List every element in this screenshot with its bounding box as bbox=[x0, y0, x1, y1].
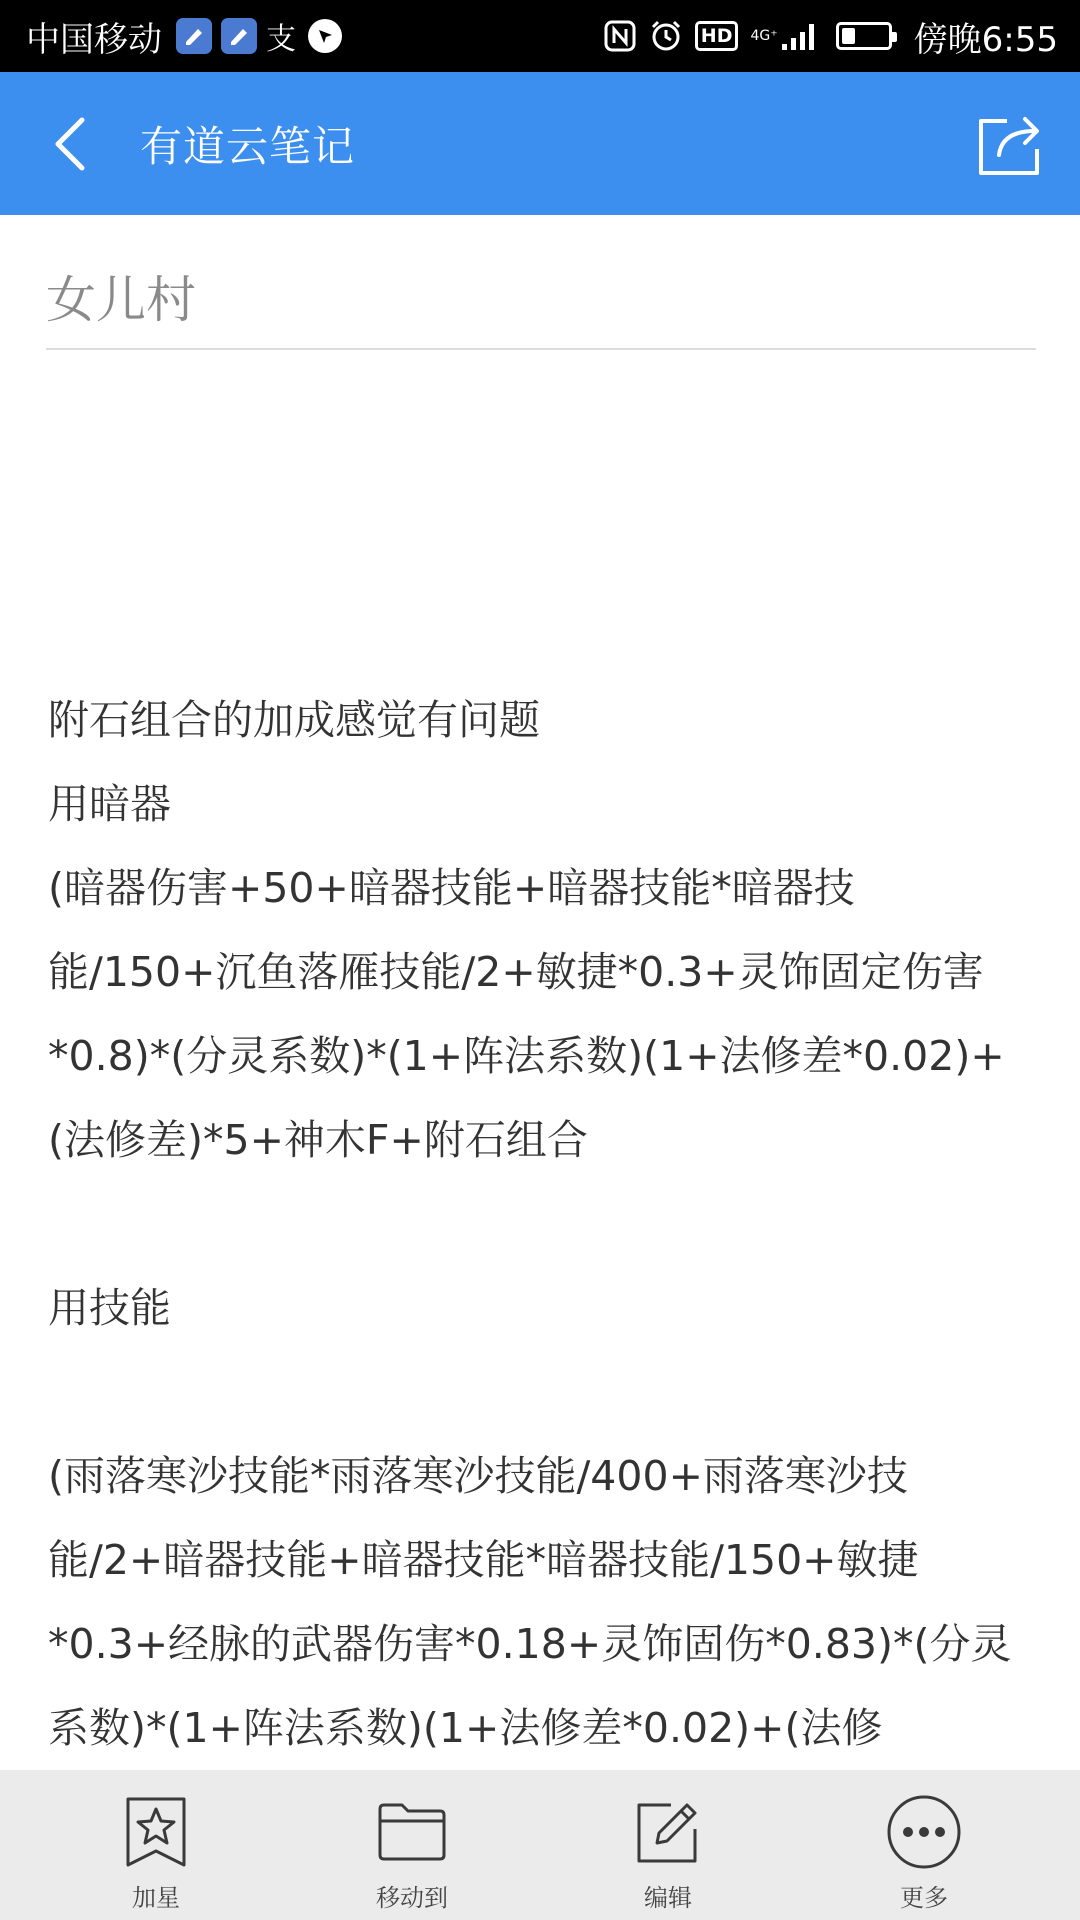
battery-level bbox=[842, 28, 855, 44]
note-line: (暗器伤害+50+暗器技能+暗器技能*暗器技 bbox=[48, 864, 855, 912]
edit-icon bbox=[626, 1790, 710, 1874]
note-line: (雨落寒沙技能*雨落寒沙技能/400+雨落寒沙技 bbox=[48, 1452, 908, 1500]
chevron-left-icon bbox=[48, 114, 92, 174]
navigation-icon bbox=[308, 19, 342, 53]
note-line: 用暗器 bbox=[48, 780, 171, 828]
more-label: 更多 bbox=[900, 1884, 948, 1912]
note-line bbox=[48, 594, 1048, 678]
note-line bbox=[48, 510, 1048, 594]
notes-app-icon-2 bbox=[221, 18, 257, 54]
app-bar bbox=[0, 72, 1080, 215]
move-to-button[interactable] bbox=[302, 1770, 522, 1920]
more-button[interactable] bbox=[814, 1770, 1034, 1920]
note-line: (法修差)*5+神木F+附石组合 bbox=[48, 1116, 588, 1164]
note-line: 能/2+暗器技能+暗器技能*暗器技能/150+敏捷 bbox=[48, 1536, 919, 1584]
star-label: 加星 bbox=[132, 1884, 180, 1912]
note-line: 系数)*(1+阵法系数)(1+法修差*0.02)+(法修 bbox=[48, 1704, 883, 1752]
alarm-icon bbox=[649, 19, 683, 53]
carrier-name: 中国移动 bbox=[26, 19, 162, 60]
folder-icon bbox=[370, 1790, 454, 1874]
more-icon bbox=[882, 1790, 966, 1874]
note-line bbox=[48, 1350, 1048, 1434]
signal-icon bbox=[750, 20, 819, 52]
share-icon bbox=[975, 111, 1045, 177]
note-line bbox=[48, 1182, 1048, 1266]
status-bar bbox=[0, 0, 1080, 72]
back-button[interactable] bbox=[0, 72, 140, 215]
battery-icon bbox=[836, 22, 892, 50]
clock: 傍晚6:55 bbox=[913, 19, 1058, 60]
status-right bbox=[591, 12, 1058, 61]
edit-label: 编辑 bbox=[644, 1884, 692, 1912]
status-left bbox=[26, 12, 342, 61]
hd-label: HD bbox=[695, 21, 739, 51]
move-to-label: 移动到 bbox=[376, 1884, 448, 1912]
share-button[interactable] bbox=[960, 94, 1060, 194]
notes-app-icon bbox=[176, 18, 212, 54]
network-type: 4G⁺ bbox=[750, 28, 778, 44]
note-line: 用技能 bbox=[48, 1284, 171, 1332]
title-divider bbox=[46, 348, 1036, 350]
alipay-icon: 支 bbox=[266, 22, 296, 57]
note-line: 附石组合的加成感觉有问题 bbox=[48, 696, 540, 744]
note-title: 女儿村 bbox=[46, 271, 196, 329]
note-line: *0.8)*(分灵系数)*(1+阵法系数)(1+法修差*0.02)+ bbox=[48, 1032, 1005, 1080]
note-line: 能/150+沉鱼落雁技能/2+敏捷*0.3+灵饰固定伤害 bbox=[48, 948, 984, 996]
note-line: *0.3+经脉的武器伤害*0.18+灵饰固伤*0.83)*(分灵 bbox=[48, 1620, 1012, 1668]
star-icon bbox=[114, 1790, 198, 1874]
edit-button[interactable] bbox=[558, 1770, 778, 1920]
star-button[interactable] bbox=[46, 1770, 266, 1920]
note-body[interactable] bbox=[48, 510, 1048, 1854]
bottom-toolbar bbox=[0, 1770, 1080, 1920]
nfc-icon bbox=[603, 19, 637, 53]
hd-icon bbox=[695, 21, 739, 51]
page-title: 有道云笔记 bbox=[140, 121, 356, 171]
